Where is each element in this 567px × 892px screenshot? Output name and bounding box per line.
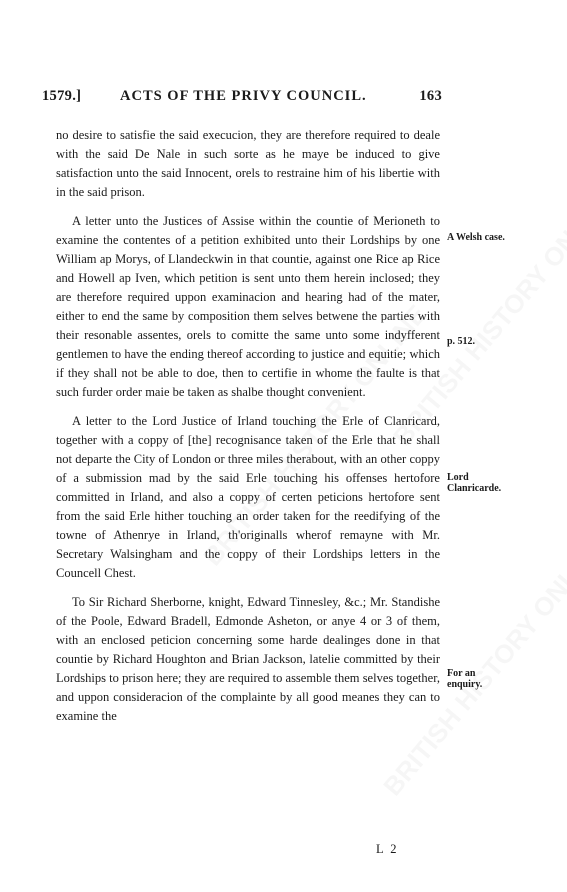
body-text: [56, 126, 440, 736]
margin-note-for-an-enquiry: For an enquiry.: [447, 668, 483, 690]
paragraph-welsh-case: A letter unto the Justices of Assise within the countie of Merioneth to examine the contentes of a petition exhibited unto their Lordships by one William ap Morys, of Llandeckwin in that countie, against one Rice ap Rice and Howell ap Iven, which petition is sent unto them herein inclosed; they are therefore required uppon examinacion and hearing had of the mater, either to end the same by composition them selves betwene the parties with their resonable assentes, orels to comitte the same unto some indyfferent gentlemen to have the ending thereof according to justice and equitie; which if they shall not be able to doe, then to certifie in whome the faulte is that such furder order maie be taken as shalbe thought convenient.: [56, 214, 440, 399]
paragraph-clanricarde: A letter to the Lord Justice of Irland touching the Erle of Clanricard, together with a coppy of [the] recognisance taken of the Erle that he shall not departe the City of London or three miles therabout, with an other coppy of a submission mad by the said Erle touching his offenses hertofore committed in Irland, and also a coppy of certen peticions hertofore sent from the said Erle hither touching an order taken for the reedifying of the towne of Athenrye in Irland, th'originalls wherof remayne with Mr. Secretary Walsingham and the coppy of their Lordships letters in the Councell Chest.: [56, 414, 440, 580]
paragraph-continuation: no desire to satisfie the said execucion, they are therefore required to deale with the said De Nale in such sorte as he maye be induced to give satisfaction unto the said Innocent, orels to restraine him of his libertie with in the said prison.: [56, 128, 440, 199]
signature-mark: L 2: [376, 842, 399, 856]
running-header: [42, 88, 442, 112]
header-year: 1579.]: [42, 88, 82, 104]
margin-note-welsh-case: A Welsh case.: [447, 232, 505, 243]
paragraph-enquiry: To Sir Richard Sherborne, knight, Edward Tinnesley, &c.; Mr. Standishe of the Poole, Edward Bradell, Edmonde Asheton, or anye 4 or 3 of them, with an enclosed peticion concerning some harde dealinges done in that countie by Richard Houghton and Brian Jackson, latelie committed by their Lordships to prison here; they are required to assemble them selves together, and uppon consideracion of the complainte by all good meanes they can to examine the: [56, 595, 440, 723]
header-title: ACTS OF THE PRIVY COUNCIL.: [120, 88, 367, 104]
margin-note-page-ref: p. 512.: [447, 336, 476, 347]
header-page-number: 163: [419, 88, 442, 104]
margin-note-lord-clanricarde: Lord Clanricarde.: [447, 472, 502, 494]
